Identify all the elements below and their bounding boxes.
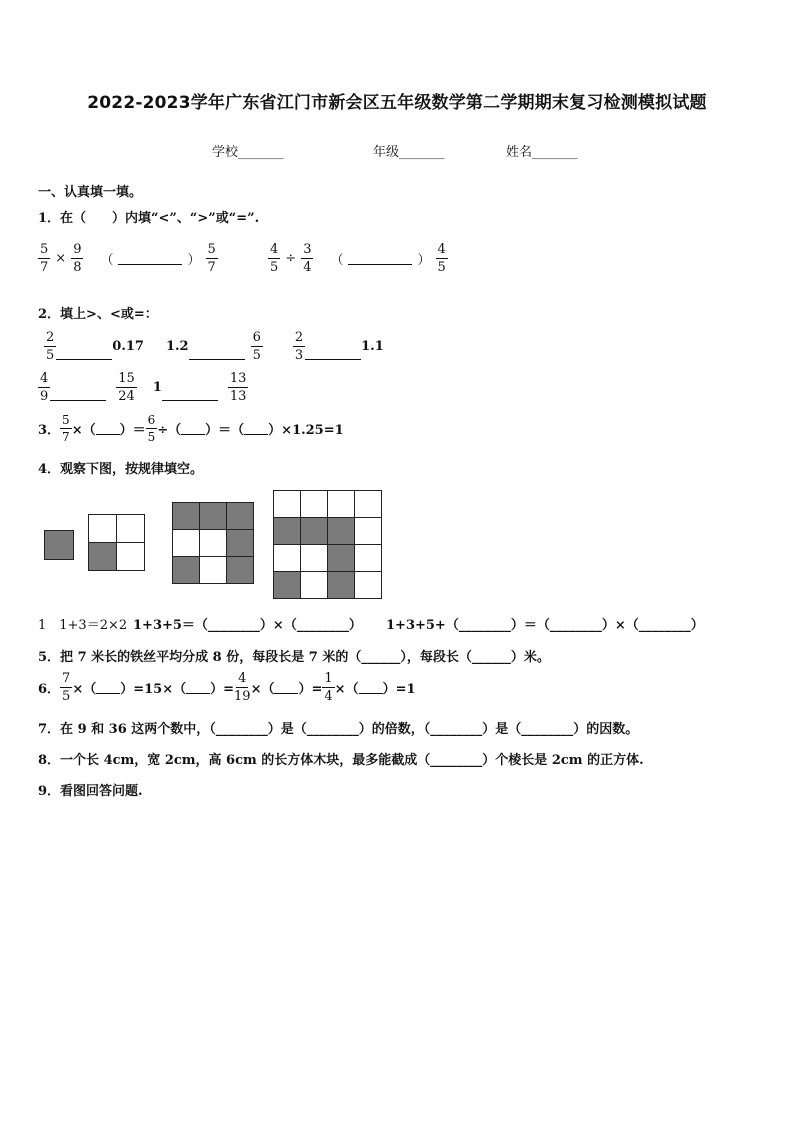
operator: ÷ <box>285 251 297 266</box>
school-field: 学校_______ <box>212 145 284 160</box>
question-2-row2: $\frac{4}{9}$ $\frac{15}{24}$ 1 $\frac{13}{13}$ <box>40 371 247 404</box>
page-title: 2022-2023学年广东省江门市新会区五年级数学第二学期期末复习检测模拟试题 <box>87 93 707 113</box>
question-1-label: 1．在（ ）内填“<”、“>”或“=”. <box>38 211 260 226</box>
name-field: 姓名_______ <box>506 145 578 160</box>
fraction: $\frac{5}{7}$ <box>207 242 216 275</box>
answer-blank <box>348 253 412 265</box>
question-1a: $\frac{5}{7}$ × $\frac{9}{8}$ （ ） $\frac{5}{7}$ <box>40 242 216 275</box>
fraction: $\frac{4}{5}$ <box>437 242 446 275</box>
pattern-equation-2: 1+3+5＝（________）×（________） <box>133 618 362 633</box>
question-5: 5．把 7 米长的铁丝平均分成 8 份，每段长是 7 米的（______），每段长（______）米。 <box>38 650 550 665</box>
question-3: 3． $\frac{5}{7}$ ×（ ）＝ $\frac{6}{5}$ ÷（ ）＝（ ）×1.25=1 <box>38 413 344 444</box>
fraction: $\frac{3}{4}$ <box>303 242 312 275</box>
pattern-equation-1: 1 1+3＝2×2 <box>38 618 128 633</box>
section-heading: 一、认真填一填。 <box>38 185 143 200</box>
answer-blank <box>118 253 182 265</box>
fraction: $\frac{4}{5}$ <box>270 242 279 275</box>
question-6: 6． $\frac{7}{5}$ ×（ ）=15×（ ）= $\frac{4}{19}$ ×（ ）= $\frac{1}{4}$ ×（ ）=1 <box>38 671 416 704</box>
pattern-figure-2 <box>88 514 145 571</box>
question-4-label: 4．观察下图，按规律填空。 <box>38 462 204 477</box>
operator: × <box>55 251 67 266</box>
fraction: $\frac{5}{7}$ <box>40 242 49 275</box>
question-2-row1: $\frac{2}{5}$ 0.17 1.2 $\frac{6}{5}$ $\frac{2}{3}$ 1.1 <box>46 330 384 363</box>
grade-field: 年级_______ <box>373 145 445 160</box>
pattern-figure-1 <box>44 530 74 560</box>
question-9: 9．看图回答问题. <box>38 784 143 799</box>
question-8: 8．一个长 4cm，宽 2cm，高 6cm 的长方体木块，最多能截成（________）个棱长是 2cm 的正方体. <box>38 753 644 768</box>
pattern-figure-3 <box>172 502 254 584</box>
question-2-label: 2．填上>、<或=： <box>38 307 158 322</box>
pattern-figure-4 <box>273 490 382 599</box>
fraction: $\frac{9}{8}$ <box>73 242 82 275</box>
pattern-equation-3: 1+3+5+（________）＝（________）×（________） <box>386 618 704 633</box>
question-7: 7．在 9 和 36 这两个数中，（________）是（________）的倍数，（________）是（________）的因数。 <box>38 722 639 737</box>
question-1b: $\frac{4}{5}$ ÷ $\frac{3}{4}$ （ ） $\frac{4}{5}$ <box>270 242 446 275</box>
